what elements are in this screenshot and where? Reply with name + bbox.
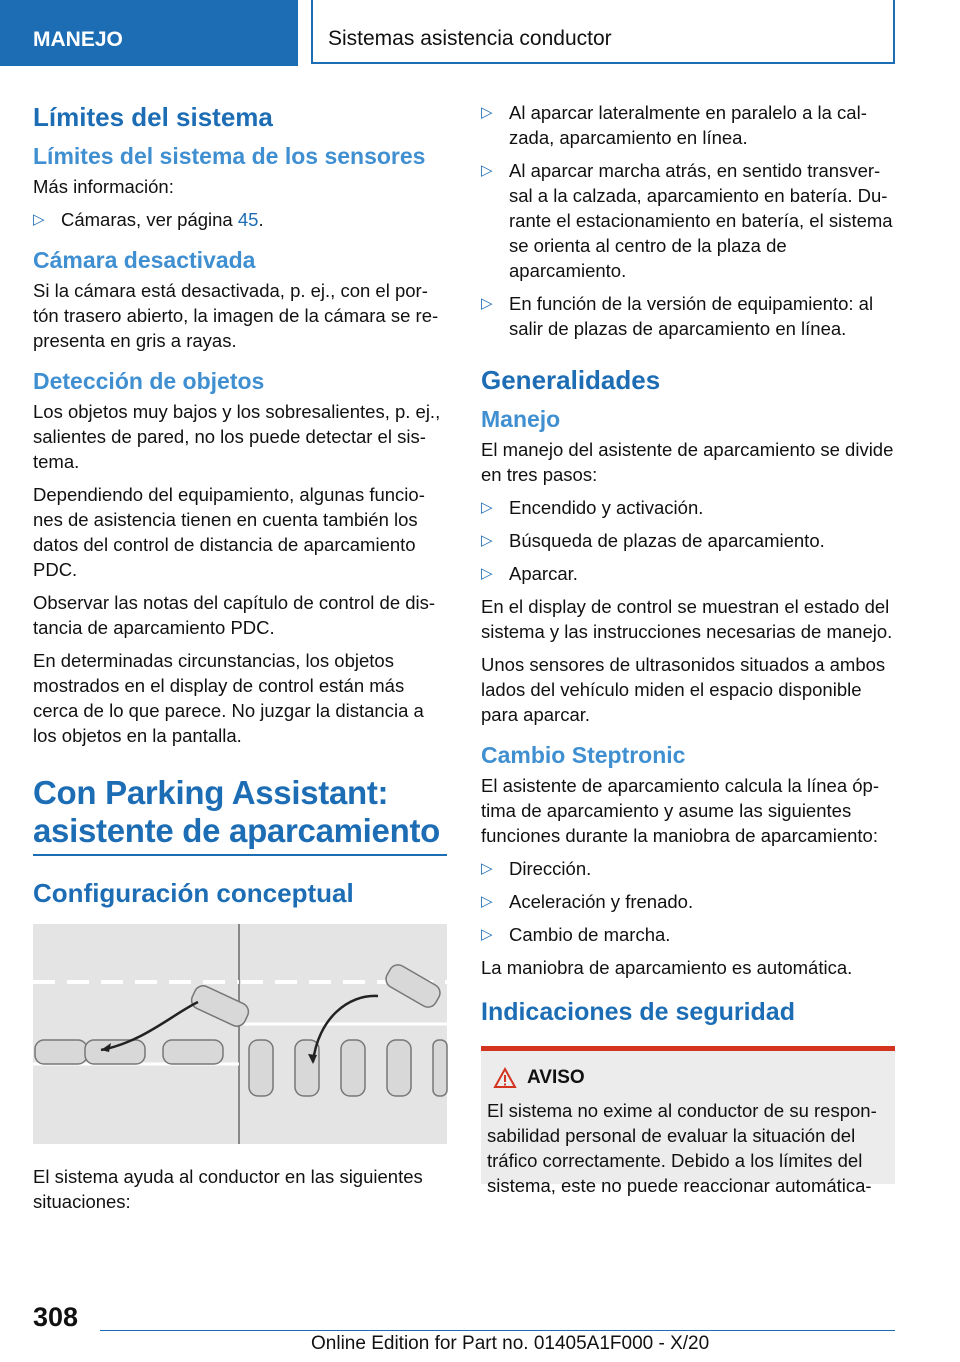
right-column xyxy=(481,100,895,1196)
detection-text-1: Los objetos muy bajos y los sobresalientes, p. ej., salientes de pared, no los puede detectar el sistema. xyxy=(33,401,441,472)
warning-text: El sistema no exime al conductor de su responsabilidad personal de evaluar la situación del tráfico correctamente. Debido a los límites del sistema, este no puede reaccionar automática- xyxy=(487,1100,877,1196)
triangle-right-icon: ▷ xyxy=(481,926,493,943)
header-chapter: Sistemas asistencia conductor xyxy=(311,0,895,64)
list-item: ▷ Dirección. xyxy=(481,858,592,879)
heading-parking-assistant: Con Parking Assistant: asistente de aparcamiento xyxy=(33,774,440,849)
detection-text-3: Observar las notas del capítulo de control de distancia de aparcamiento PDC. xyxy=(33,592,436,638)
list-item: ▷ Búsqueda de plazas de aparcamiento. xyxy=(481,530,825,551)
page-number: 308 xyxy=(33,1302,79,1332)
operation-text: El manejo del asistente de aparcamiento se divide en tres pasos: xyxy=(481,439,894,485)
heading-camera-off: Cámara desactivada xyxy=(33,247,256,273)
heading-operation: Manejo xyxy=(481,406,561,432)
triangle-right-icon: ▷ xyxy=(481,532,493,549)
functions-list xyxy=(481,856,895,947)
footer-text: Online Edition for Part no. 01405A1F000 - X/20 xyxy=(311,1333,710,1354)
triangle-right-icon: ▷ xyxy=(481,893,493,910)
heading-detection: Detección de objetos xyxy=(33,368,265,394)
triangle-right-icon: ▷ xyxy=(481,162,493,179)
header-section: MANEJO xyxy=(0,0,298,66)
triangle-right-icon: ▷ xyxy=(481,295,493,312)
more-info-list xyxy=(33,207,447,232)
list-item: ▷ En función de la versión de equipamiento: al salir de plazas de aparcamiento en línea. xyxy=(481,293,874,339)
heading-concept: Configuración conceptual xyxy=(33,878,354,908)
list-item: ▷ Aceleración y frenado. xyxy=(481,891,694,912)
triangle-right-icon: ▷ xyxy=(481,565,493,582)
warning-box xyxy=(481,1046,895,1196)
detection-text-2: Dependiendo del equipamiento, algunas funciones de asistencia tienen en cuenta también los datos del control de distancia de aparcamiento PDC. xyxy=(33,484,425,580)
camera-off-text: Si la cámara está desactivada, p. ej., con el portón trasero abierto, la imagen de la cámara se representa en gris a rayas. xyxy=(33,280,439,351)
footer-rule xyxy=(100,1330,895,1331)
operation-text-2: En el display de control se muestran el estado del sistema y las instrucciones necesarias de manejo. xyxy=(481,596,893,642)
more-info-text: Más información: xyxy=(33,176,174,197)
heading-limits: Límites del sistema xyxy=(33,102,273,132)
warning-triangle-icon xyxy=(493,1067,517,1089)
heading-steptronic: Cambio Steptronic xyxy=(481,742,686,768)
operation-text-3: Unos sensores de ultrasonidos situados a ambos lados del vehículo miden el espacio disponible para aparcar. xyxy=(481,654,886,725)
steptronic-text: El asistente de aparcamiento calcula la línea óptima de aparcamiento y asume las siguientes funciones durante la maniobra de aparcamiento: xyxy=(481,775,879,846)
parking-illustration xyxy=(33,924,447,1144)
triangle-right-icon: ▷ xyxy=(481,860,493,877)
steps-list xyxy=(481,495,895,586)
steptronic-text-2: La maniobra de aparcamiento es automática. xyxy=(481,957,853,978)
heading-general: Generalidades xyxy=(481,365,661,395)
list-item: ▷ Al aparcar lateralmente en paralelo a la calzada, aparcamiento en línea. xyxy=(481,102,867,148)
situations-list xyxy=(481,100,895,341)
heading-safety: Indicaciones de seguridad xyxy=(481,998,795,1026)
list-item: ▷ Al aparcar marcha atrás, en sentido transversal a la calzada, aparcamiento en batería. Durante el estacionamiento en batería, el sistema se orienta al centro de la plaza de aparcamiento. xyxy=(481,160,893,281)
list-item: ▷ Cambio de marcha. xyxy=(481,924,671,945)
triangle-right-icon: ▷ xyxy=(481,104,493,121)
page-link[interactable]: 45 xyxy=(237,209,259,230)
list-item: ▷ Encendido y activación. xyxy=(481,497,704,518)
warning-title: AVISO xyxy=(487,1065,889,1090)
concept-text: El sistema ayuda al conductor en las siguientes situaciones: xyxy=(33,1166,423,1212)
heading-rule xyxy=(33,854,447,856)
left-column xyxy=(33,100,447,1222)
detection-text-4: En determinadas circunstancias, los objetos mostrados en el display de control están más cerca de lo que parece. No juzgar la distancia a los objetos en la pantalla. xyxy=(33,650,424,746)
triangle-right-icon: ▷ xyxy=(33,211,45,228)
list-item: ▷ Aparcar. xyxy=(481,563,578,584)
list-item: ▷ Cámaras, ver página 45. xyxy=(33,209,264,230)
triangle-right-icon: ▷ xyxy=(481,499,493,516)
heading-sensor-limits: Límites del sistema de los sensores xyxy=(33,143,426,169)
